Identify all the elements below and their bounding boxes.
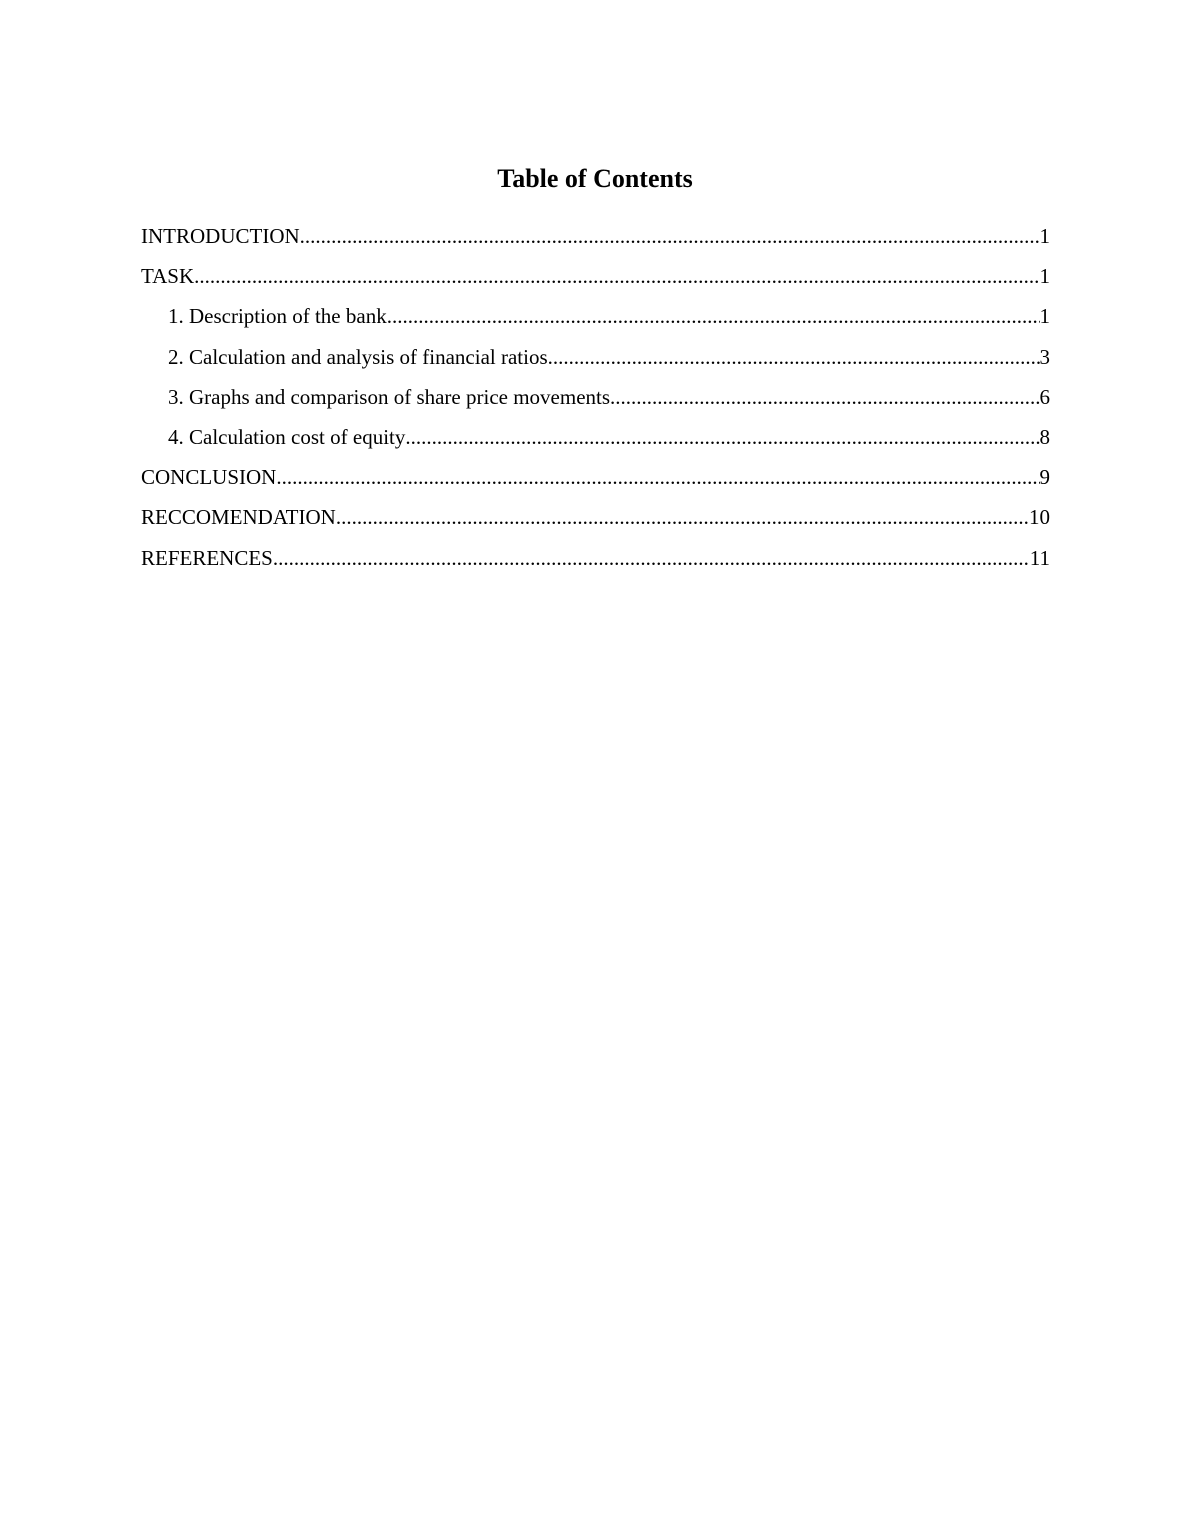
toc-entry-text: CONCLUSION xyxy=(141,465,277,490)
dot-leader xyxy=(387,301,1040,331)
toc-entry-task[interactable] xyxy=(141,261,1050,301)
toc-entry-text: RECCOMENDATION xyxy=(141,505,336,530)
toc-page-number: 8 xyxy=(1039,424,1050,449)
toc-entry-description-of-bank[interactable] xyxy=(141,301,1050,341)
dot-leader xyxy=(336,502,1029,532)
dot-leader xyxy=(276,462,1039,492)
dot-leader xyxy=(548,342,1040,372)
dot-leader xyxy=(273,543,1030,573)
dot-leader xyxy=(610,382,1039,412)
toc-page-number: 1 xyxy=(1039,304,1050,329)
toc-page-number: 11 xyxy=(1029,545,1050,570)
toc-entry-cost-of-equity[interactable] xyxy=(141,422,1050,462)
toc-entry-text: 4. Calculation cost of equity xyxy=(168,424,406,449)
toc-page-number: 6 xyxy=(1039,384,1050,409)
toc-entry-introduction[interactable] xyxy=(141,221,1050,261)
table-of-contents xyxy=(141,221,1050,583)
toc-entry-text: TASK xyxy=(141,264,195,289)
toc-page-number: 1 xyxy=(1039,224,1050,248)
toc-entry-share-price-movements[interactable] xyxy=(141,382,1050,422)
toc-page-number: 9 xyxy=(1039,465,1050,490)
toc-page-number: 3 xyxy=(1039,344,1050,369)
toc-page-number: 10 xyxy=(1029,505,1050,530)
toc-page-number: 1 xyxy=(1039,264,1050,289)
toc-entry-conclusion[interactable] xyxy=(141,462,1050,502)
toc-entry-financial-ratios[interactable] xyxy=(141,342,1050,382)
dot-leader xyxy=(300,221,1040,251)
toc-entry-text: 3. Graphs and comparison of share price movements xyxy=(168,384,611,409)
toc-entry-text: 2. Calculation and analysis of financial ratios xyxy=(168,344,548,369)
toc-entry-recommendation[interactable] xyxy=(141,502,1050,542)
dot-leader xyxy=(405,422,1039,452)
toc-entry-references[interactable] xyxy=(141,543,1050,583)
toc-entry-text: 1. Description of the bank xyxy=(168,304,387,329)
toc-title: Table of Contents xyxy=(497,164,693,193)
dot-leader xyxy=(194,261,1039,291)
toc-entry-text: INTRODUCTION xyxy=(141,224,300,248)
toc-entry-text: REFERENCES xyxy=(141,545,273,570)
